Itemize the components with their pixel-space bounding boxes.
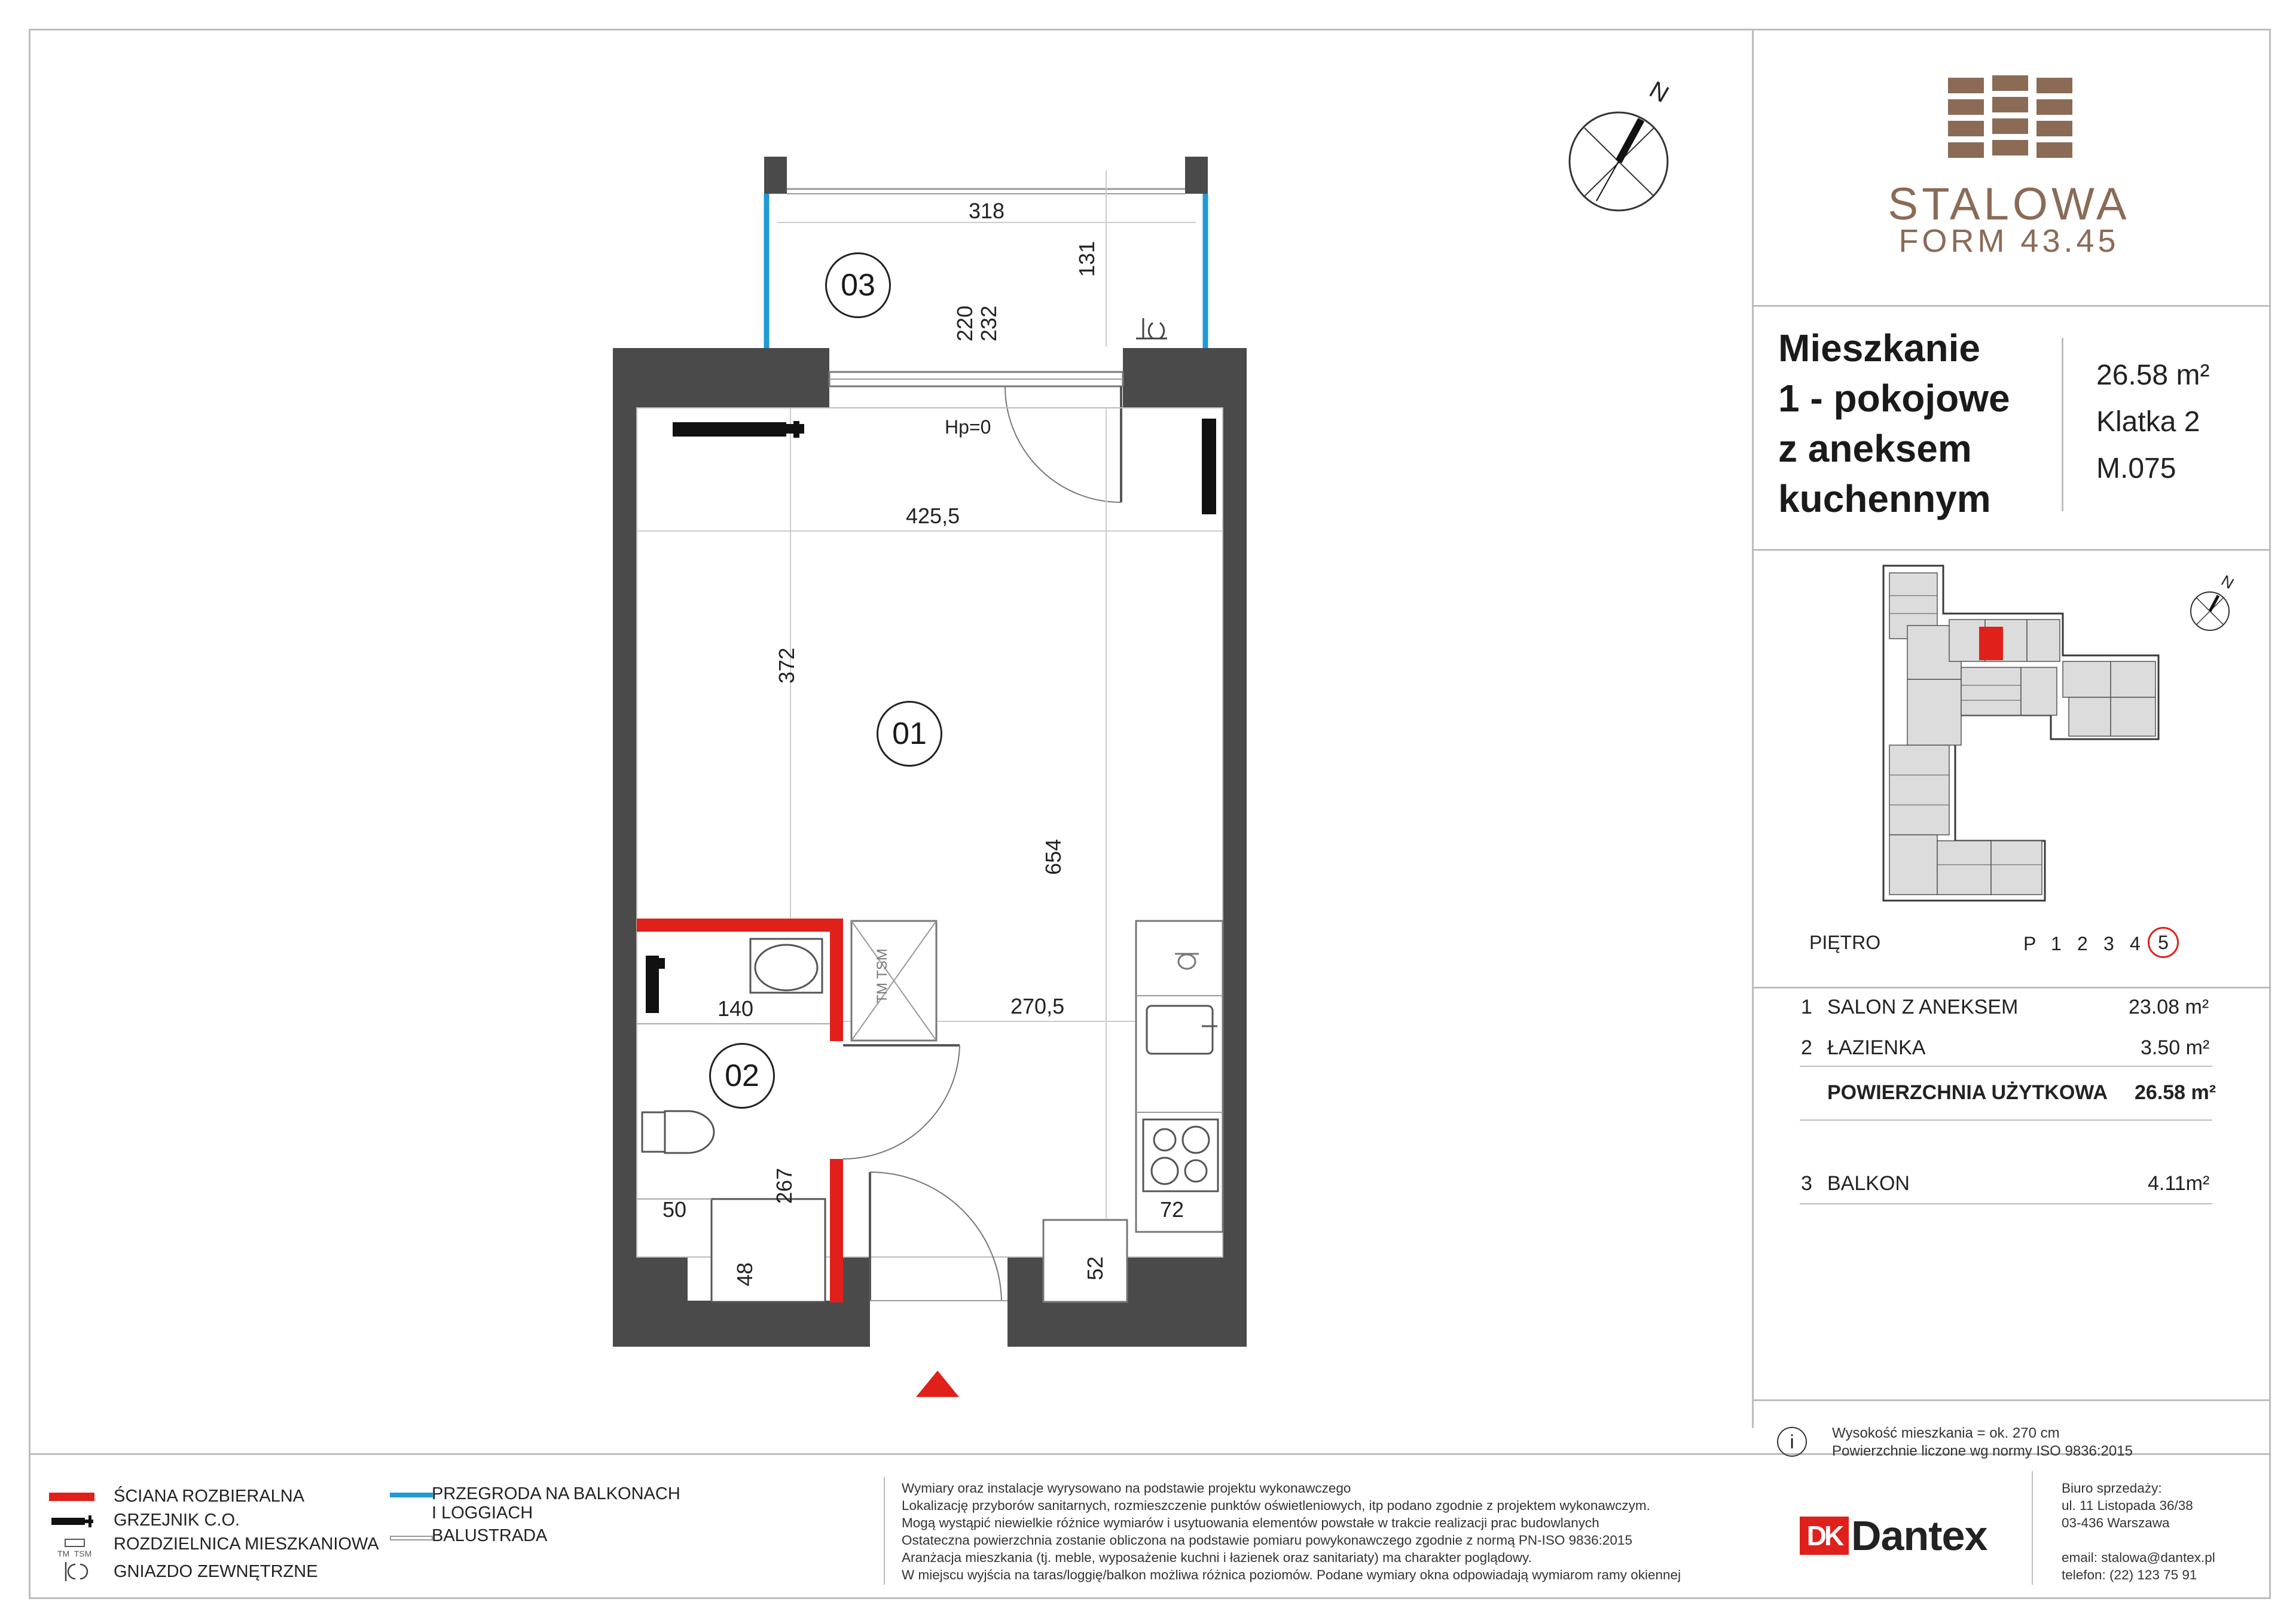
- window-top: [829, 372, 1123, 386]
- floor-option-1[interactable]: 1: [2051, 933, 2062, 954]
- unit-stair: Klatka 2: [2096, 406, 2200, 438]
- balcony-post-right: [1185, 157, 1208, 194]
- room-number: 01: [892, 716, 927, 751]
- key-plan-north: N: [2218, 571, 2237, 593]
- radiator-right: [1202, 419, 1216, 514]
- note-line-6: W miejscu wyjścia na taras/loggię/balkon możliwa różnica poziomów. Podane wymiary okna odpowiadają wymiarom ramy okiennej: [902, 1567, 1681, 1582]
- total-row-bottom-line: [1800, 1119, 2212, 1121]
- outdoor-socket-symbol: [1136, 318, 1167, 338]
- dim-kitchen-width: 270,5: [1010, 994, 1065, 1018]
- balcony-row-line: [1800, 1203, 2212, 1204]
- legend-distributor-label: ROZDZIELNICA MIESZKANIOWA: [114, 1534, 379, 1554]
- kitchen-sink: [1147, 1006, 1213, 1054]
- cooktop: [1143, 1119, 1218, 1191]
- unit-number: M.075: [2096, 453, 2176, 484]
- legend-distributor-sub: TM TSM: [57, 1549, 92, 1558]
- unit-title-line-2: 1 - pokojowe: [1778, 377, 2010, 420]
- dantex-logo-text: Dantex: [1851, 1512, 1987, 1559]
- dim-door-h1: 220: [952, 305, 978, 342]
- bathroom-door: [843, 1045, 960, 1159]
- dim-niche-left-d: 48: [732, 1262, 758, 1287]
- room-row-1-name: SALON Z ANEKSEM: [1827, 996, 2019, 1018]
- room-row-2-name: ŁAZIENKA: [1827, 1036, 1926, 1059]
- sidebar-sep-4: [1752, 1399, 2271, 1401]
- floor-outline: [637, 408, 1223, 1257]
- niche-wall-mid-right: [1007, 1257, 1043, 1302]
- dim-balcony-depth: 131: [1074, 240, 1100, 277]
- legend-outdoor-socket-label: GNIAZDO ZEWNĘTRZNE: [114, 1562, 318, 1581]
- dim-total-depth: 654: [1041, 838, 1066, 875]
- floor-label: PIĘTRO: [1809, 932, 1881, 953]
- frame-right: [2269, 29, 2271, 1599]
- balcony-row-no: 3: [1801, 1172, 1812, 1195]
- wall-left: [613, 348, 637, 1347]
- total-row-top-line: [1800, 1066, 2212, 1067]
- sales-office-line-3: 03-436 Warszawa: [2062, 1515, 2170, 1530]
- sales-office-email[interactable]: email: stalowa@dantex.pl: [2062, 1550, 2215, 1565]
- floor-option-4[interactable]: 4: [2130, 933, 2141, 954]
- dim-living-depth: 372: [774, 647, 799, 684]
- dim-bath-depth: 267: [772, 1167, 797, 1204]
- bathroom-fixtures: [637, 939, 830, 1302]
- floor-option-2[interactable]: 2: [2077, 933, 2088, 954]
- sidebar-sep-3: [1752, 987, 2271, 989]
- balcony-door: [1005, 386, 1121, 502]
- stalowa-logo-line2: FORM 43.45: [1898, 223, 2120, 259]
- dim-balcony-width: 318: [969, 199, 1005, 223]
- washbasin-bowl: [755, 945, 817, 990]
- room-row-2-no: 2: [1801, 1036, 1812, 1059]
- sales-office-line-2: ul. 11 Listopada 36/38: [2062, 1498, 2193, 1513]
- legend-radiator-label: GRZEJNIK C.O.: [114, 1511, 240, 1530]
- dim-hp: Hp=0: [945, 416, 991, 438]
- wall-bottom-right: [1007, 1301, 1247, 1347]
- footer-sep-notes: [884, 1477, 885, 1585]
- total-row-name: POWIERZCHNIA UŻYTKOWA: [1827, 1081, 2108, 1104]
- legend-outdoor-socket-symbol: [60, 1558, 90, 1585]
- shower-tray: [712, 1199, 825, 1302]
- entry-door: [870, 1172, 1007, 1301]
- compass-north-label: N: [1645, 76, 1674, 108]
- floor-option-P[interactable]: P: [2023, 933, 2037, 954]
- distribution-box-label: TM TSM: [874, 948, 890, 1003]
- wall-top-left: [613, 348, 829, 408]
- note-line-2: Lokalizację przyborów sanitarnych, rozmieszczenie punktów oświetleniowych, itp podano zgodnie z projektem wykonawczym.: [902, 1498, 1650, 1513]
- legend-partition-label-1: PRZEGRODA NA BALKONACH: [432, 1484, 680, 1503]
- balcony-post-left: [764, 157, 787, 194]
- stalowa-logo-line1: STALOWA: [1888, 179, 2130, 230]
- highlighted-unit: [1979, 627, 2003, 660]
- wall-bottom-left: [613, 1301, 870, 1347]
- info-icon-glyph: i: [1790, 1430, 1794, 1453]
- unit-title-line-1: Mieszkanie: [1778, 327, 1980, 370]
- wall-right: [1223, 348, 1247, 1347]
- note-line-4: Ostateczna powierzchnia zostanie obliczona na podstawie pomiaru powykonawczego zgodnie z normą PN-ISO 9836:2015: [902, 1533, 1632, 1548]
- dim-niche-right-d: 52: [1083, 1256, 1108, 1281]
- sidebar-sep-1: [1752, 305, 2271, 307]
- balcony-row-area: 4.11m²: [2148, 1172, 2210, 1195]
- footer-sep-contact: [2032, 1471, 2033, 1585]
- building-key-plan: [1871, 560, 2266, 907]
- dantex-logo: [1800, 1512, 1987, 1560]
- floor-option-3[interactable]: 3: [2103, 933, 2114, 954]
- dim-niche-left-w: 50: [662, 1197, 687, 1222]
- info-note-line-2: Powierzchnie liczone wg normy ISO 9836:2015: [1832, 1443, 2133, 1459]
- niche-wall-left: [637, 1257, 688, 1302]
- room-number: 02: [725, 1058, 759, 1093]
- legend-distributor-symbol: [65, 1539, 85, 1547]
- room-number: 03: [841, 268, 875, 303]
- room-row-1-area: 23.08 m²: [2129, 996, 2209, 1018]
- dim-bath-width: 140: [718, 996, 754, 1021]
- toilet-tank: [642, 1112, 665, 1152]
- distribution-box: [851, 921, 936, 1041]
- unit-title-line-4: kuchennym: [1778, 477, 1991, 520]
- dim-living-width: 425,5: [906, 504, 960, 528]
- legend-radiator-symbol: [49, 1512, 97, 1530]
- room-row-1-no: 1: [1801, 996, 1812, 1018]
- toilet-bowl: [665, 1111, 714, 1153]
- niche-wall-mid: [840, 1257, 870, 1302]
- room-row-2-area: 3.50 m²: [2141, 1036, 2210, 1059]
- sidebar-sep-2: [1752, 549, 2271, 551]
- note-line-5: Aranżacja mieszkania (tj. meble, wyposażenie kuchni i łazienek oraz sanitariaty) ma charakter poglądowy.: [902, 1550, 1532, 1565]
- stalowa-logo-mark: [1948, 75, 2072, 164]
- balcony-door-swing: [1005, 386, 1121, 502]
- legend-partition-label-2: I LOGGIACH: [432, 1503, 533, 1523]
- bath-radiator: [646, 956, 659, 1013]
- niche-wall-right: [1127, 1257, 1223, 1302]
- legend-partition-swatch: [390, 1493, 433, 1497]
- legend-balustrade-label: BALUSTRADA: [432, 1526, 548, 1545]
- sales-office-phone[interactable]: telefon: (22) 123 75 91: [2062, 1567, 2197, 1582]
- sidebar-divider: [1752, 29, 1754, 1428]
- room-label-01: [877, 701, 942, 767]
- legend-removable-wall-label: ŚCIANA ROZBIERALNA: [114, 1487, 305, 1506]
- dim-niche-right-w: 72: [1160, 1197, 1184, 1222]
- unit-info-divider: [2062, 338, 2063, 511]
- sales-office-line-1: Biuro sprzedaży:: [2062, 1481, 2162, 1496]
- radiator-top: [673, 421, 804, 438]
- info-icon: [1777, 1427, 1807, 1457]
- note-line-1: Wymiary oraz instalacje wyrysowano na podstawie projektu wykonawczego: [902, 1481, 1351, 1496]
- unit-area: 26.58 m²: [2096, 359, 2210, 391]
- floor-option-5-selected[interactable]: [2148, 927, 2179, 958]
- frame-bottom: [29, 1597, 2271, 1599]
- compass: [1570, 112, 1668, 210]
- dim-door-h2: 232: [976, 305, 1002, 342]
- room-label-02: [709, 1043, 775, 1109]
- info-note-line-1: Wysokość mieszkania = ok. 270 cm: [1832, 1425, 2060, 1441]
- note-line-3: Mogą wystąpić niewielkie różnice wymiarów i usytuowania elementów powstałe w trakcie realizacji prac budowlanych: [902, 1515, 1599, 1530]
- dantex-logo-mark: [1800, 1517, 1849, 1555]
- kitchen: [1136, 921, 1223, 1232]
- balcony-row-name: BALKON: [1827, 1172, 1910, 1195]
- entrance-marker: [916, 1371, 959, 1397]
- room-label-03: [825, 252, 891, 318]
- floor-option-5-label: 5: [2158, 931, 2169, 953]
- legend-balustrade-swatch: [390, 1536, 433, 1540]
- total-row-area: 26.58 m²: [2135, 1081, 2216, 1104]
- dantex-logo-mark-text: DK: [1806, 1520, 1842, 1551]
- unit-title-line-3: z aneksem: [1778, 427, 1972, 470]
- legend-removable-wall-swatch: [49, 1493, 94, 1501]
